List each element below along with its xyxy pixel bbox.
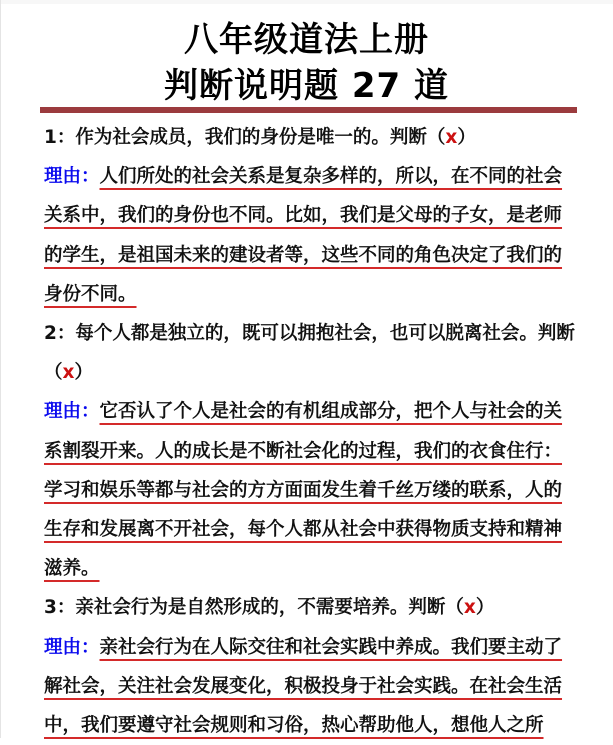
reason-text: 它否认了个人是社会的有机组成部分，把个人与社会的关系割裂开来。人的成长是不断社会化的过程，我们的衣食住行：学习和娱乐等都与社会的方方面面发生着千丝万缕的联系，人的生存和发展离不开社会，每个人都从社会中获得物质支持和精神滋养。 xyxy=(44,401,563,580)
answer-close-paren: ） xyxy=(74,362,93,384)
reason-text: 亲社会行为在人际交往和社会实践中养成。我们要主动了解社会，关注社会发展变化，积极投身于社会实践。在社会生活中，我们要遵守社会规则和习俗，热心帮助他人，想他人之所 xyxy=(44,636,563,737)
page-top-edge xyxy=(0,0,613,4)
title-divider xyxy=(40,107,577,113)
question-statement xyxy=(44,588,576,627)
question-text: 作为社会成员，我们的身份是唯一的。判断（ xyxy=(75,127,446,148)
answer-close-paren: ） xyxy=(475,597,495,619)
reason-text: 人们所处的社会关系是复杂多样的，所以，在不同的社会关系中，我们的身份也不同。比如，我们是父母的子女，是老师的学生，是祖国未来的建设者等，这些不同的角色决定了我们的身份不同。 xyxy=(44,166,563,305)
question-statement xyxy=(44,314,576,392)
question-number: 2： xyxy=(44,323,76,345)
question-text: 每个人都是独立的，既可以拥抱社会，也可以脱离社会。判断（ xyxy=(44,323,575,384)
question-text: 亲社会行为是自然形成的，不需要培养。判断（ xyxy=(75,597,464,619)
question-number: 3： xyxy=(44,597,76,619)
reason-paragraph xyxy=(44,628,576,745)
question-number: 1： xyxy=(44,127,76,148)
question-item-3 xyxy=(44,588,576,745)
document-subtitle: 判断说明题 27 道 xyxy=(164,66,449,106)
answer-mark: x xyxy=(62,362,75,384)
question-statement xyxy=(44,118,576,157)
reason-paragraph xyxy=(44,392,576,588)
question-list xyxy=(44,118,576,745)
question-item-1 xyxy=(44,118,576,314)
reason-paragraph xyxy=(44,157,576,314)
question-item-2 xyxy=(44,314,576,588)
answer-close-paren: ） xyxy=(457,127,476,148)
answer-mark: x xyxy=(463,597,476,619)
page-left-edge xyxy=(0,0,1,738)
reason-label: 理由： xyxy=(44,401,100,423)
reason-label: 理由： xyxy=(44,636,100,658)
answer-mark: x xyxy=(445,127,458,148)
reason-label: 理由： xyxy=(44,166,100,188)
document-title: 八年级道法上册 xyxy=(184,20,429,60)
